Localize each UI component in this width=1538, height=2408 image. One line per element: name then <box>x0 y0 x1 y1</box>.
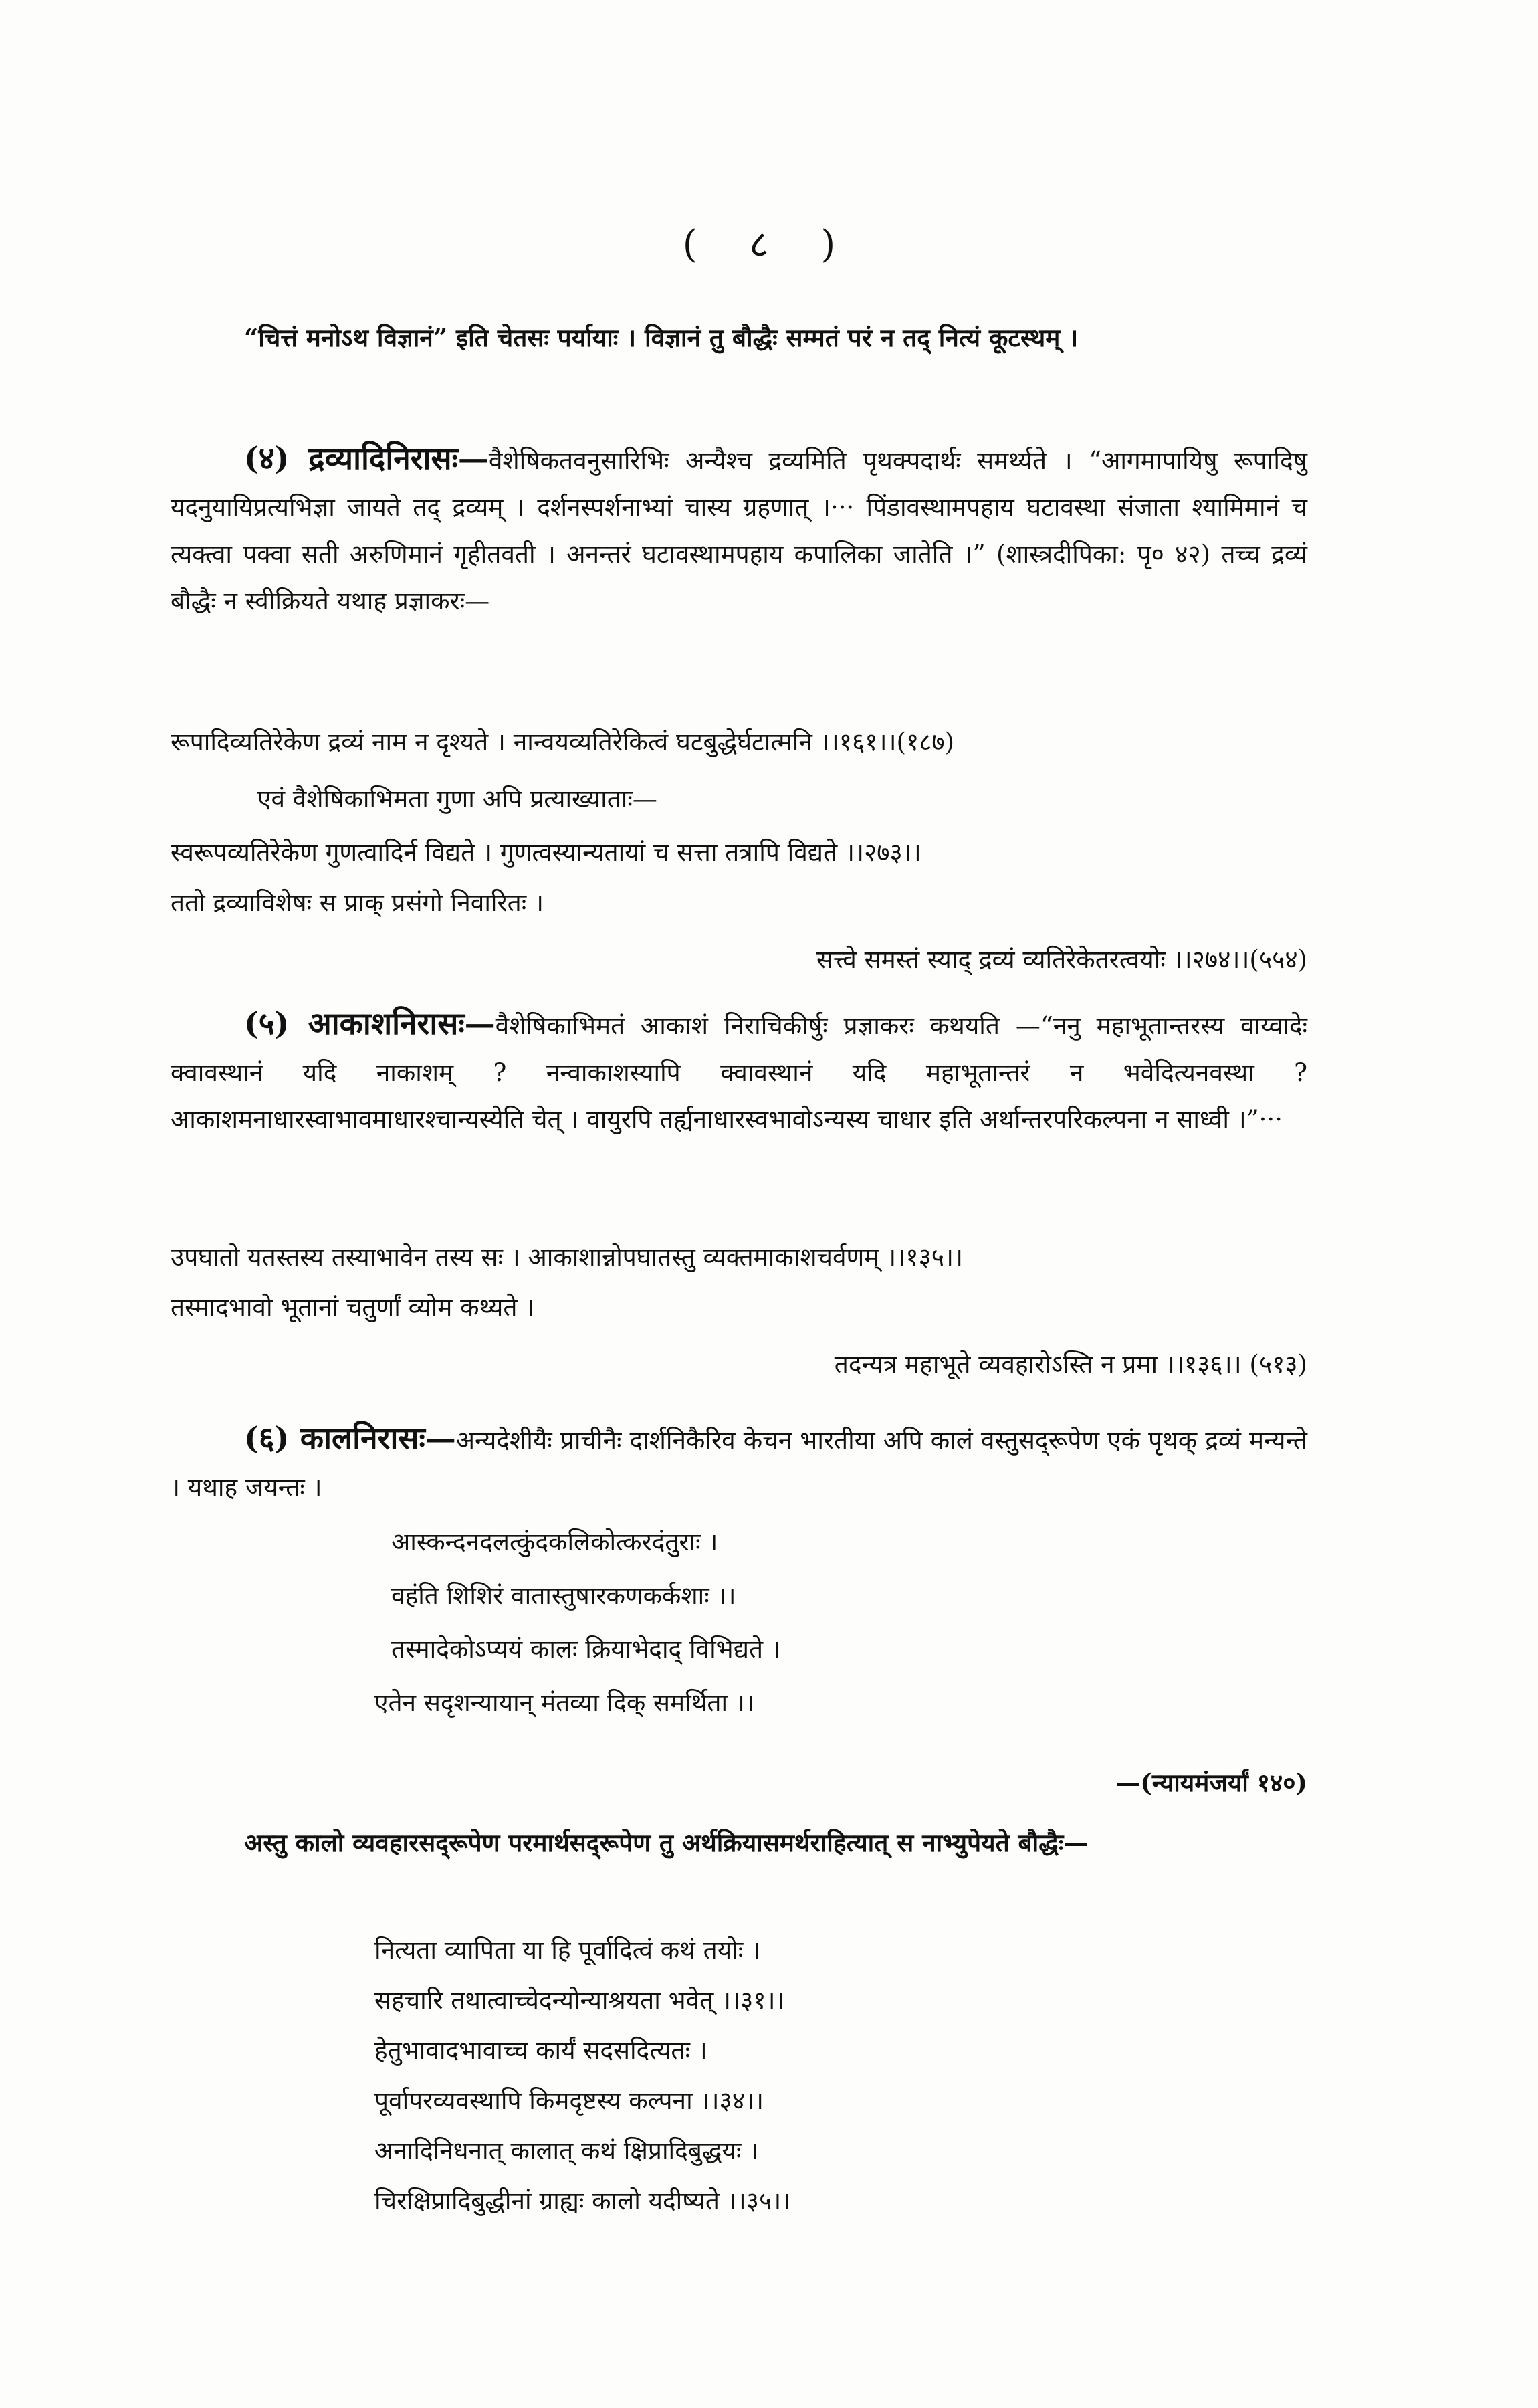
verse-jayanta-3: तस्मादेकोऽप्ययं कालः क्रियाभेदाद् विभिद्यते । <box>391 1635 780 1664</box>
paragraph-kala-conclusion: अस्तु कालो व्यवहारसद्‌रूपेण परमार्थसद्‌रूपेण तु अर्थक्रियासमर्थराहित्यात् स नाभ्युपेयते बौद्धैः— <box>244 1828 1089 1858</box>
section-heading-kala: (६) कालनिरासः— <box>244 1420 456 1456</box>
verse-final-1: नित्यता व्यापिता या हि पूर्वादित्वं कथं तयोः । <box>374 1936 761 1965</box>
quote-guna-273: स्वरूपव्यतिरेकेण गुणत्वादिर्न विद्यते । गुणत्वस्यान्यतायां च सत्ता तत्रापि विद्यते ।।२७३।। <box>171 838 921 867</box>
verse-jayanta-2: वहंति शिशिरं वातास्तुषारकणकर्कशाः ।। <box>391 1581 736 1610</box>
verse-final-4: पूर्वापरव्यवस्थापि किमदृष्टस्य कल्पना ।।३४।। <box>374 2086 764 2115</box>
section-heading-akasha: (५) आकाशनिरासः— <box>244 1005 496 1041</box>
quote-akasha-135: उपघातो यतस्तस्य तस्याभावेन तस्य सः । आकाशान्नोपघातस्तु व्यक्तमाकाशचर्वणम् ।।१३५।। <box>171 1243 963 1272</box>
paragraph-chitta: “चित्तं मनोऽथ विज्ञानं” इति चेतसः पर्यायाः । विज्ञानं तु बौद्धैः सम्मतं परं न तद् नित्यं कूटस्थम् । <box>244 323 1079 353</box>
verse-final-2: सहचारि तथात्वाच्चेदन्योन्याश्रयता भवेत् ।।३१।। <box>374 1986 785 2015</box>
verse-final-3: हेतुभावादभावाच्च कार्यं सदसदित्यतः । <box>374 2036 707 2065</box>
section-akasha <box>171 1000 1307 1143</box>
section-heading-dravya: (४) द्रव्यादिनिरासः— <box>244 440 489 476</box>
verse-jayanta-4: एतेन सदृशन्यायान् मंतव्या दिक् समर्थिता ।। <box>374 1688 754 1717</box>
quote-guna-274: सत्त्वे समस्तं स्याद् द्रव्यं व्यतिरेकेतरत्वयोः ।।२७४।।(५५४) <box>816 945 1307 974</box>
page-number: ( ८ ) <box>682 223 856 266</box>
verse-final-6: चिरक्षिप्रादिबुद्धीनां ग्राह्यः कालो यदीष्यते ।।३५।। <box>374 2187 791 2215</box>
quote-akasha-136: तदन्यत्र महाभूते व्यवहारोऽस्ति न प्रमा ।।१३६।। (५१३) <box>834 1350 1307 1379</box>
section-text-kala: अन्यदेशीयैः प्राचीनैः दार्शनिकैरिव केचन भारतीया अपि कालं वस्तुसद्‌रूपेण एकं पृथक् द्रव्यं मन्यन्ते । यथाह जयन्तः । <box>171 1426 1307 1502</box>
quote-akasha-abhava: तस्मादभावो भूतानां चतुर्णां व्योम कथ्यते । <box>171 1293 535 1322</box>
section-kala <box>171 1415 1307 1511</box>
verse-jayanta-1: आस्कन्दनदलत्कुंदकलिकोत्करदंतुराः । <box>391 1528 718 1557</box>
citation-nyayamanjari: —(न्यायमंजर्यां १४०) <box>1115 1768 1307 1797</box>
section-text-akasha: वैशेषिकाभिमतं आकाशं निराचिकीर्षुः प्रज्ञाकरः कथयति —“ननु महाभूतान्तरस्य वाय्वादेः क्वावस्थानं यदि नाकाशम् ? नन्वाकाशस्यापि क्वावस्थानं यदि महाभूतान्तरं न भवेदित्यनवस्था ? आकाशमनाधारस्वाभावमाधारश्चान्यस्येति चेत् । वायुरपि तर्ह्यनाधारस्वभावोऽन्यस्य चाधार इति अर्थान्तरपरिकल्पना न साध्वी ।”··· <box>171 1011 1307 1134</box>
intro-guna: एवं वैशेषिकाभिमता गुणा अपि प्रत्याख्याताः— <box>257 785 657 813</box>
quote-guna-pra: ततो द्रव्याविशेषः स प्राक् प्रसंगो निवारितः । <box>171 888 544 917</box>
section-text-dravya: वैशेषिकतवनुसारिभिः अन्यैश्च द्रव्यमिति पृथक्पदार्थः समर्थ्यते । “आगमापायिषु रूपादिषु यदनुयायिप्रत्यभिज्ञा जायते तद् द्रव्यम् । दर्शनस्पर्शनाभ्यां चास्य ग्रहणात् ।··· पिंडावस्थामपहाय घटावस्था संजाता श्यामिमानं च त्यक्त्वा पक्वा सती अरुणिमानं गृहीतवती । अनन्तरं घटावस्थामपहाय कपालिका जातेति ।” (शास्त्रदीपिका: पृ० ४२) तच्च द्रव्यं बौद्धैः न स्वीक्रियते यथाह प्रज्ञाकरः— <box>171 446 1307 615</box>
section-dravya <box>171 435 1307 625</box>
verse-final-5: अनादिनिधनात् कालात् कथं क्षिप्रादिबुद्धयः । <box>374 2136 759 2165</box>
quote-dravya-161: रूपादिव्यतिरेकेण द्रव्यं नाम न दृश्यते । नान्वयव्यतिरेकित्वं घटबुद्धेर्घटात्मनि ।।१६१।।(१८७) <box>171 728 955 757</box>
